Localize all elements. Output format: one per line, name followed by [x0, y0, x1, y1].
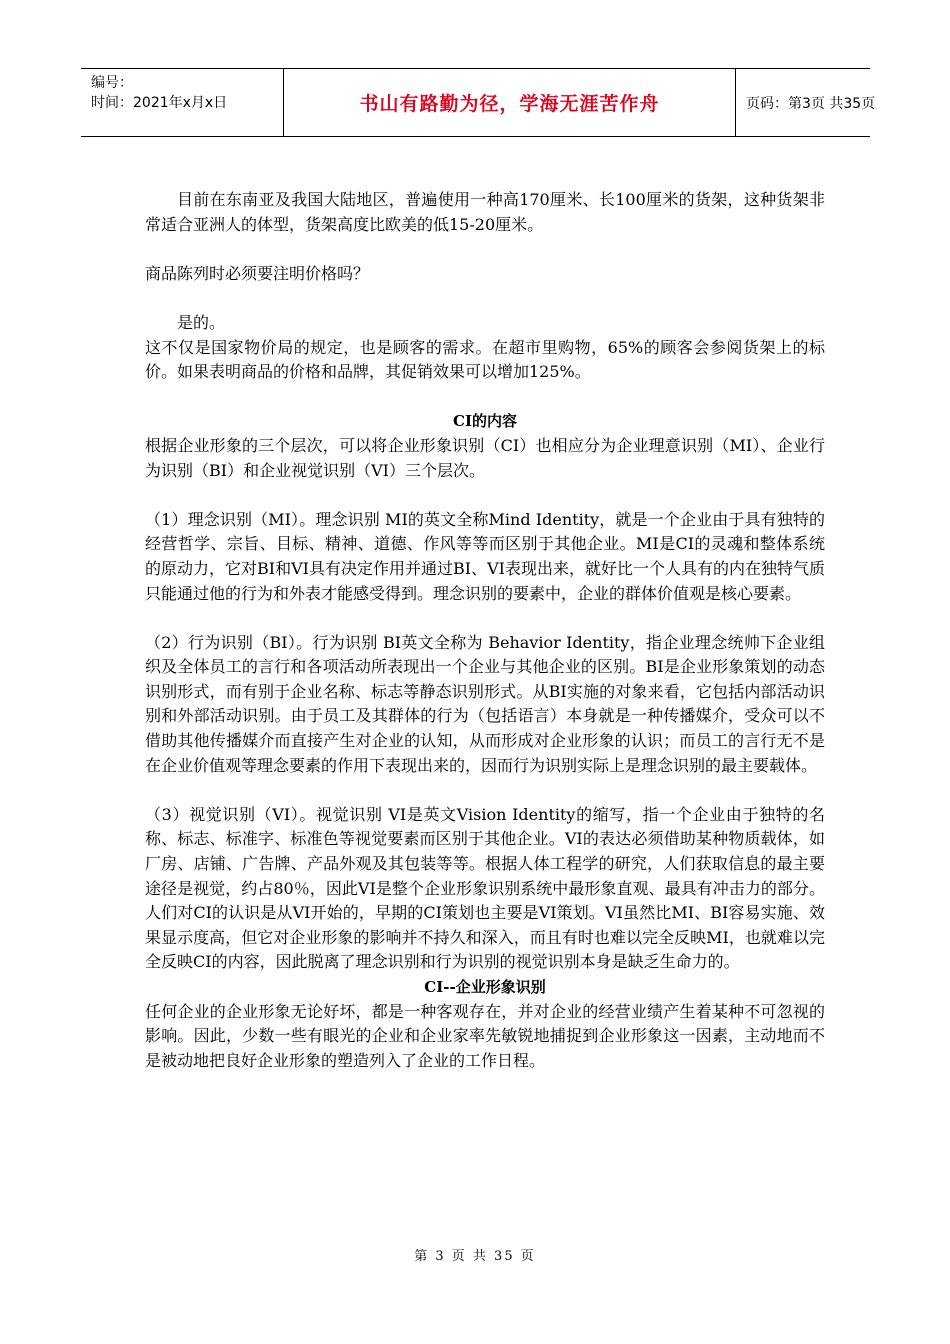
paragraph-price-reason: 这不仅是国家物价局的规定，也是顾客的需求。在超市里购物，65%的顾客会参阅货架上的标价。如果表明商品的价格和品牌，其促销效果可以增加125%。: [145, 337, 825, 382]
answer-text: 是的。: [177, 312, 226, 332]
header-motto: 书山有路勤为径，学海无涯苦作舟: [359, 93, 660, 115]
header-page-cell: [736, 69, 876, 136]
page-header: [81, 68, 876, 137]
document-body: [145, 188, 825, 1073]
section-title-ci-content: CI的内容: [453, 412, 517, 431]
paragraph-corporate-image: 任何企业的企业形象无论好坏，都是一种客观存在，并对企业的经营业绩产生着某种不可忽视的影响。因此，少数一些有眼光的企业和企业家率先敏锐地捕捉到企业形象这一因素，主动地而不是被动地把良好企业形象的塑造列入了企业的工作日程。: [145, 1001, 825, 1070]
document-number-label: 编号：: [91, 75, 133, 91]
page-footer: 第 3 页 共 35 页: [414, 1249, 536, 1264]
header-page-code: 页码：第3页 共35页: [746, 95, 876, 112]
paragraph-shelf-height: 目前在东南亚及我国大陆地区，普遍使用一种高170厘米、长100厘米的货架，这种货架非常适合亚洲人的体型，货架高度比欧美的低15-20厘米。: [145, 190, 825, 234]
paragraph-mi: （1）理念识别（MI）。理念识别 MI的英文全称Mind Identity，就是一个企业由于具有独特的经营哲学、宗旨、目标、精神、道德、作风等等而区别于其他企业。MI是CI的灵魂和整体系统的原动力，它对BI和VI具有决定作用并通过BI、VI表现出来，就好比一个人具有的内在独特气质只能通过他的行为和外表才能感受得到。理念识别的要素中，企业的群体价值观是核心要素。: [145, 509, 825, 603]
question-price-label: 商品陈列时必须要注明价格吗？: [145, 263, 370, 283]
section-title-ci-identity: CI--企业形象识别: [424, 978, 546, 996]
header-meta-cell: [81, 69, 283, 136]
paragraph-vi: （3）视觉识别（VI）。视觉识别 VI是英文Vision Identity的缩写，指一个企业由于独特的名称、标志、标准字、标准色等视觉要素而区别于其他企业。VI的表达必须借助某种物质载体，如厂房、店铺、广告牌、产品外观及其包装等等。根据人体工程学的研究，人们获取信息的最主要途径是视觉，约占80％，因此VI是整个企业形象识别系统中最形象直观、最具有冲击力的部分。人们对CI的认识是从VI开始的，早期的CI策划也主要是VI策划。VI虽然比MI、BI容易实施、效果显示度高，但它对企业形象的影响并不持久和深入，而且有时也难以完全反映MI，也就难以完全反映CI的内容，因此脱离了理念识别和行为识别的视觉识别本身是缺乏生命力的。: [145, 804, 825, 972]
document-time-label: 时间：2021年x月x日: [91, 95, 228, 111]
paragraph-bi: （2）行为识别（BI）。行为识别 BI英文全称为 Behavior Identity，指企业理念统帅下企业组织及全体员工的言行和各项活动所表现出一个企业与其他企业的区别。BI是企业形象策划的动态识别形式，而有别于企业名称、标志等静态识别形式。从BI实施的对象来看，它包括内部活动识别和外部活动识别。由于员工及其群体的行为（包括语言）本身就是一种传播媒介，受众可以不借助其他传播媒介而直接产生对企业的认知，从而形成对企业形象的认识；而员工的言行无不是在企业价值观等理念要素的作用下表现出来的，因而行为识别实际上是理念识别的最主要载体。: [145, 632, 825, 775]
header-motto-cell: [283, 69, 736, 136]
paragraph-ci-levels: 根据企业形象的三个层次，可以将企业形象识别（CI）也相应分为企业理意识别（MI）、企业行为识别（BI）和企业视觉识别（VI）三个层次。: [145, 435, 825, 480]
